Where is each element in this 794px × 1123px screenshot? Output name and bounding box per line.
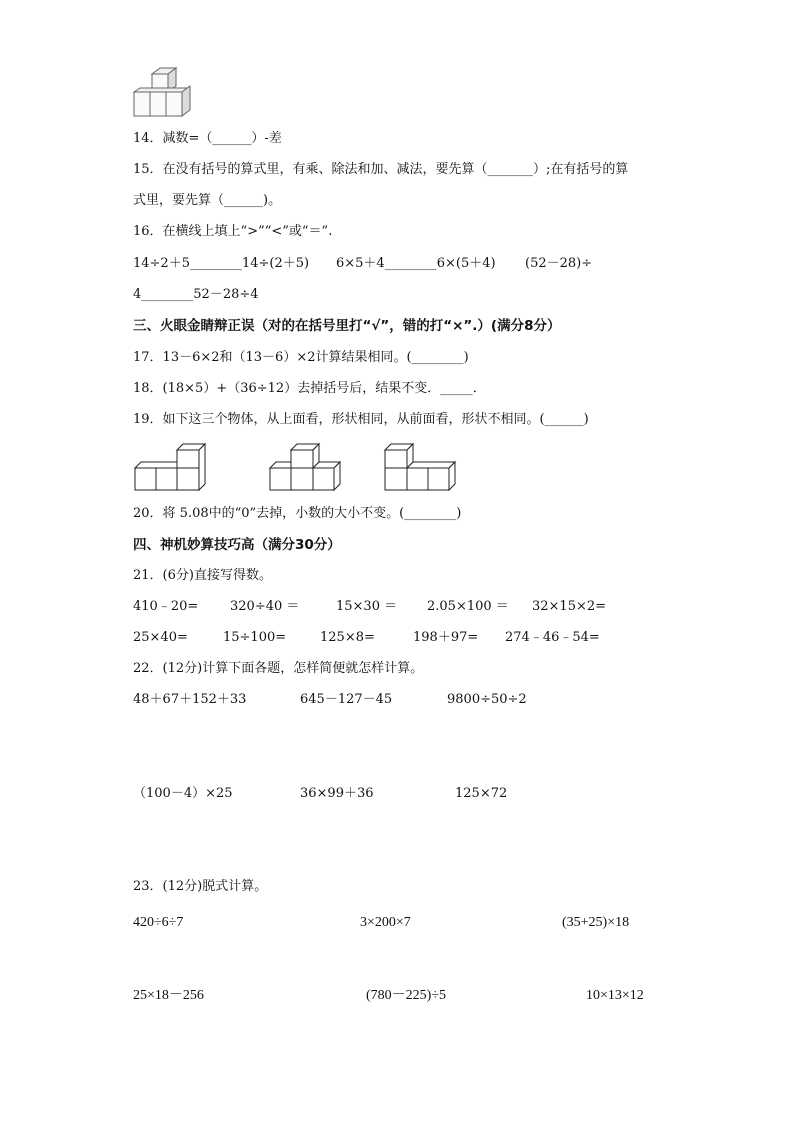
question-23: 23．(12分)脱式计算。 bbox=[133, 879, 268, 894]
question-14: 14．减数=（______）-差 bbox=[133, 131, 282, 146]
q22-item-1: 48＋67＋152＋33 bbox=[133, 692, 247, 707]
q22-item-6: 125×72 bbox=[455, 786, 508, 801]
q22-item-5: 36×99＋36 bbox=[300, 786, 374, 801]
q22-item-3: 9800÷50÷2 bbox=[447, 692, 527, 707]
q21-item-8: 125×8= bbox=[320, 630, 375, 645]
question-18: 18．(18×5）+（36÷12）去掉括号后，结果不变．_____． bbox=[133, 381, 486, 396]
question-15-line1: 15．在没有括号的算式里，有乘、除法和加、减法，要先算（_______）;在有括号的算 bbox=[133, 162, 629, 177]
q16-expr-3: (52－28)÷ bbox=[525, 256, 593, 271]
question-21: 21．(6分)直接写得数。 bbox=[133, 568, 272, 583]
q21-item-2: 320÷40 ＝ bbox=[230, 599, 300, 614]
q23-item-2: 3×200×7 bbox=[360, 915, 411, 930]
q23-item-1: 420÷6÷7 bbox=[133, 915, 184, 930]
question-19: 19．如下这三个物体，从上面看，形状相同，从前面看，形状不相同。(______) bbox=[133, 412, 589, 427]
q21-item-10: 274﹣46﹣54= bbox=[505, 630, 600, 645]
q22-item-2: 645－127－45 bbox=[300, 692, 393, 707]
section-3-heading: 三、火眼金睛辩正误（对的在括号里打“√”，错的打“×”.）(满分8分） bbox=[133, 318, 561, 334]
question-17: 17．13－6×2和（13－6）×2计算结果相同。(________) bbox=[133, 350, 469, 365]
q21-item-7: 15÷100= bbox=[223, 630, 287, 645]
q23-item-6: 10×13×12 bbox=[586, 988, 644, 1003]
cube-figure-1 bbox=[133, 440, 209, 492]
q21-item-1: 410﹣20= bbox=[133, 599, 199, 614]
question-16: 16．在横线上填上“>”“<”或“＝”. bbox=[133, 224, 333, 239]
q23-item-3: (35+25)×18 bbox=[562, 915, 630, 930]
q22-item-4: （100－4）×25 bbox=[133, 786, 233, 801]
question-20: 20．将 5.08中的“0”去掉，小数的大小不变。(________) bbox=[133, 506, 462, 521]
q21-item-9: 198＋97= bbox=[413, 630, 479, 645]
question-22: 22．(12分)计算下面各题，怎样简便就怎样计算。 bbox=[133, 661, 424, 676]
question-15-line2: 式里，要先算（______)。 bbox=[133, 193, 282, 208]
q16-expr-3-cont: 4________52－28÷4 bbox=[133, 287, 259, 302]
q21-item-3: 15×30 ＝ bbox=[336, 599, 398, 614]
q16-expr-2: 6×5＋4________6×(5＋4) bbox=[336, 256, 496, 271]
q23-item-4: 25×18－256 bbox=[133, 988, 204, 1003]
q16-expr-1: 14÷2＋5________14÷(2＋5) bbox=[133, 256, 310, 271]
cube-figure-3 bbox=[383, 440, 459, 492]
cube-figure-2 bbox=[268, 440, 344, 492]
q21-item-4: 2.05×100 ＝ bbox=[427, 599, 509, 614]
q21-item-5: 32×15×2= bbox=[532, 599, 607, 614]
q23-item-5: (780－225)÷5 bbox=[366, 988, 447, 1003]
q21-item-6: 25×40= bbox=[133, 630, 188, 645]
cube-figure-top bbox=[130, 66, 196, 118]
section-4-heading: 四、神机妙算技巧高（满分30分） bbox=[133, 537, 341, 553]
